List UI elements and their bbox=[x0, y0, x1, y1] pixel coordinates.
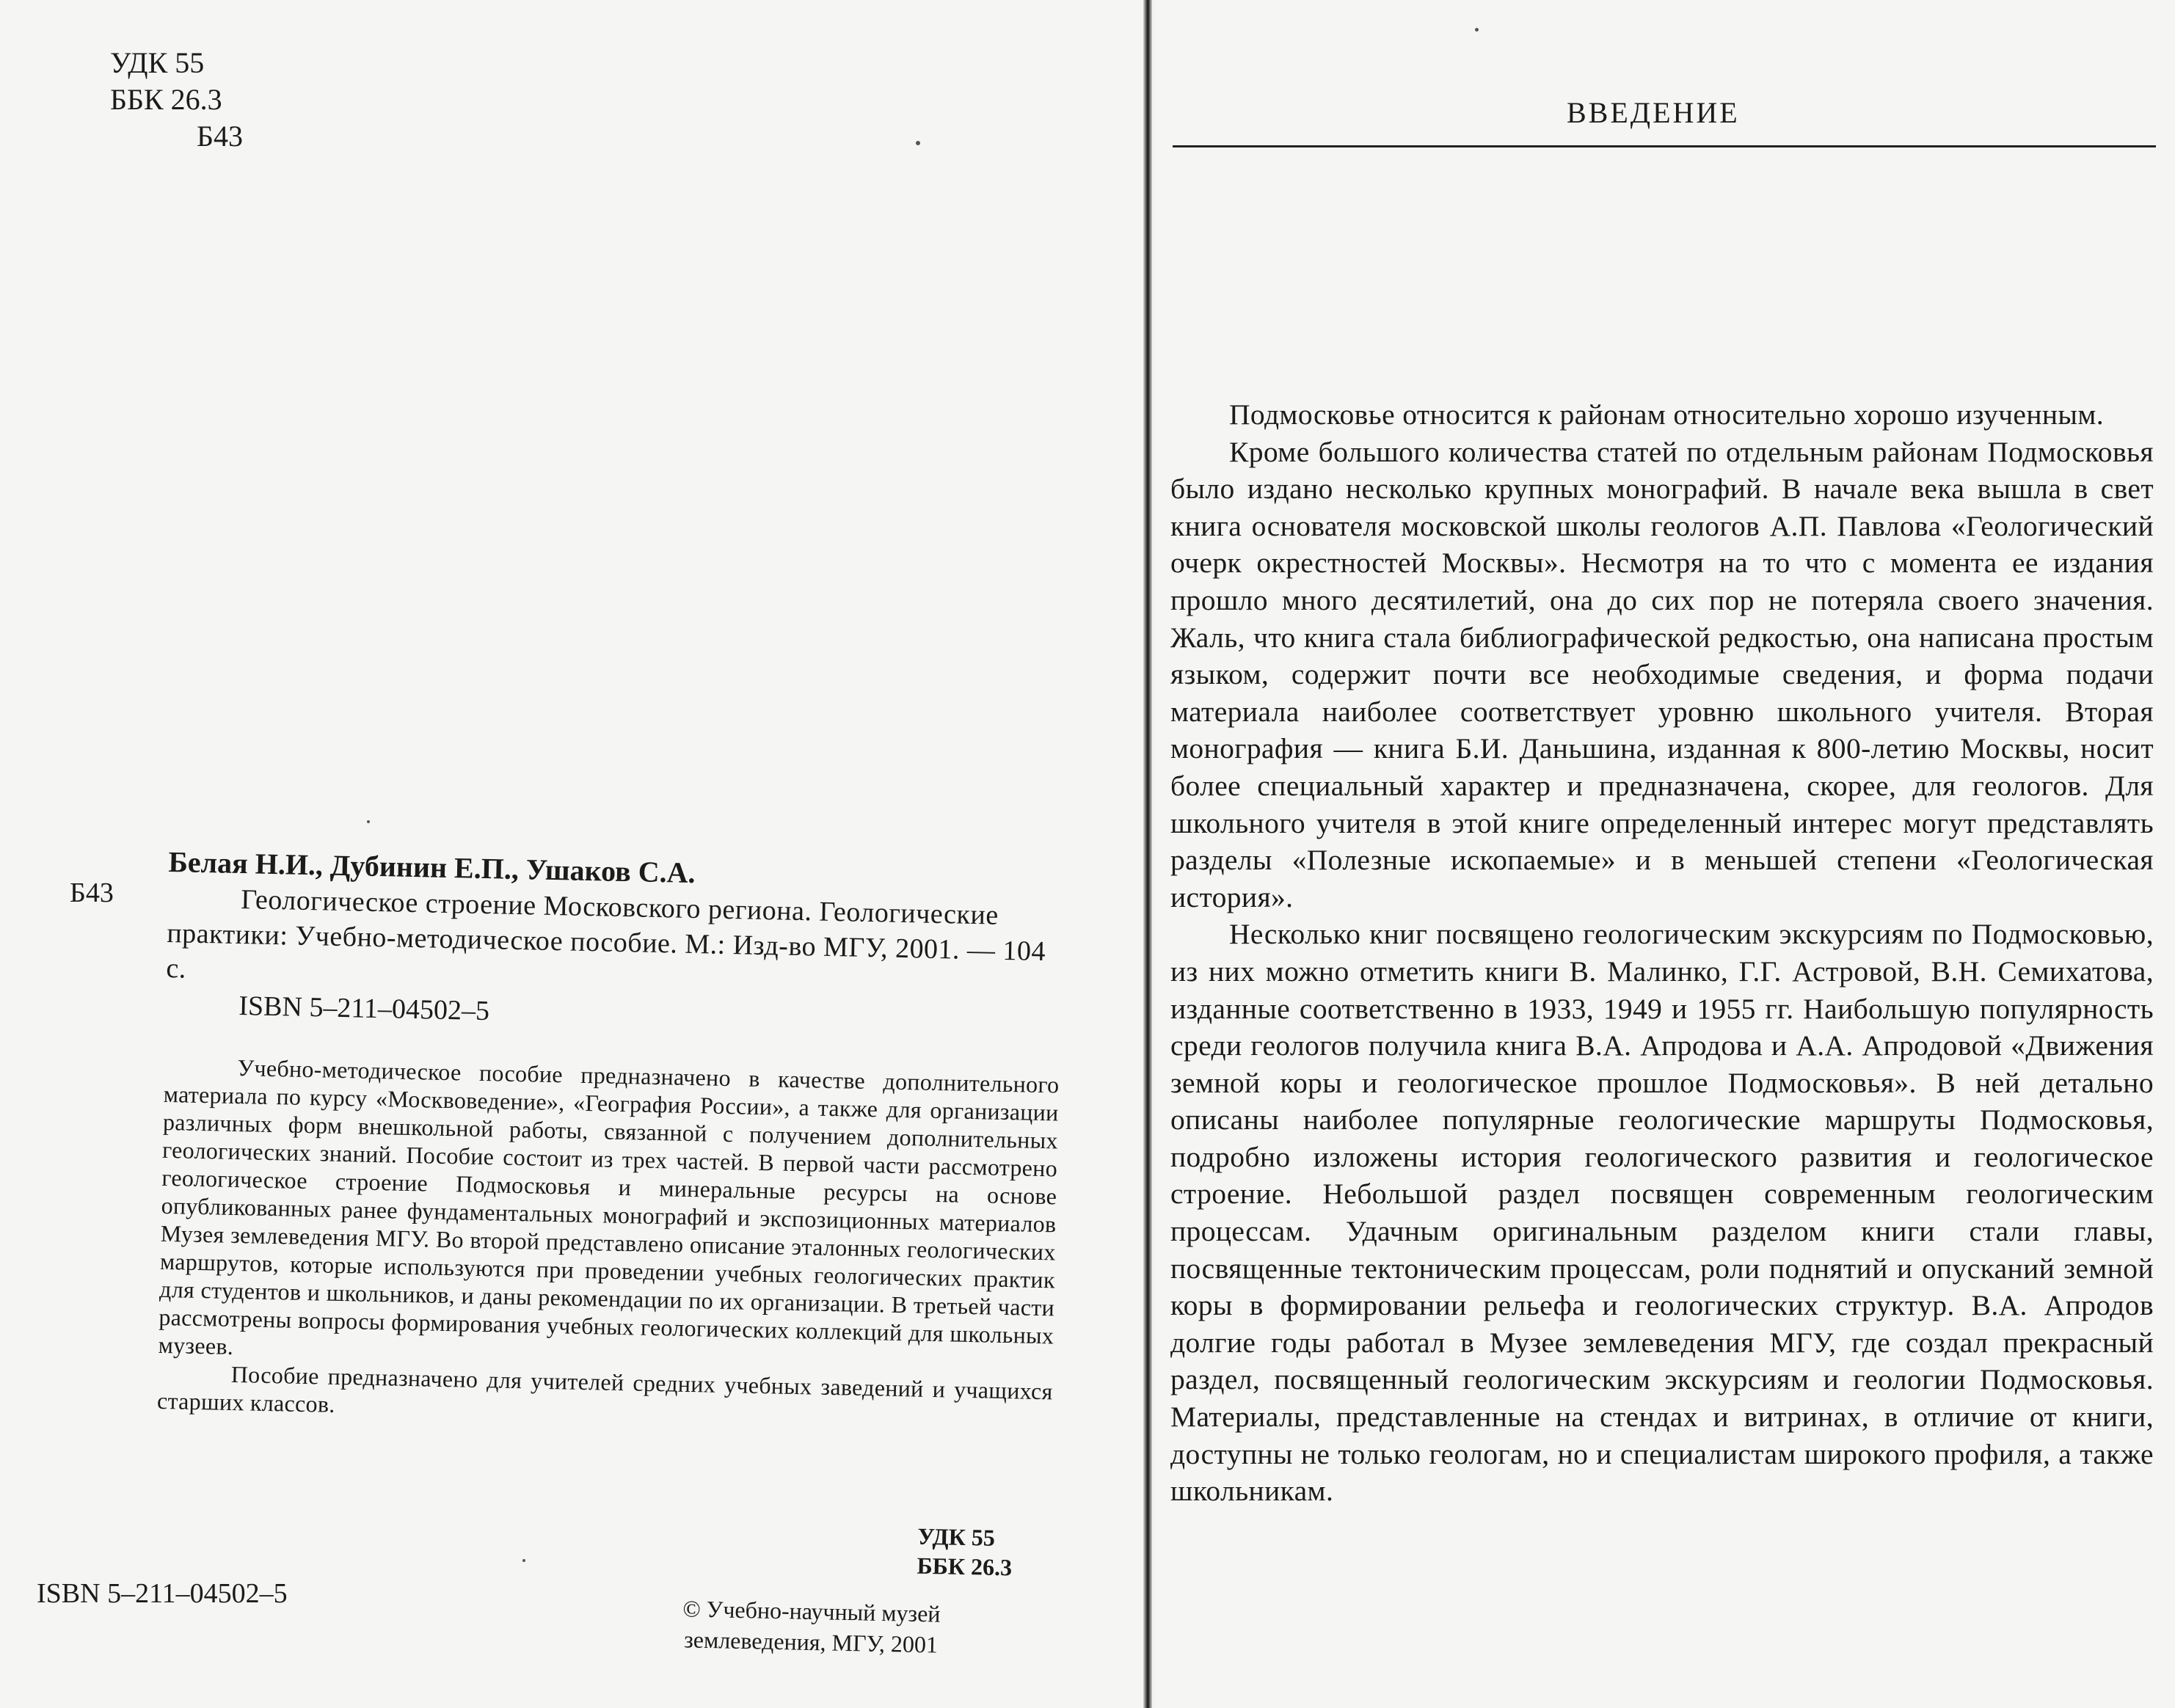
footer-udk: УДК 55 bbox=[917, 1522, 996, 1551]
body-paragraph: Несколько книг посвящено геологическим экскурсиям по Подмосковью, из них можно отметить книги В. Малинко, Г.Г. Астровой, В.Н. Семихатова, изданные соответственно в 1933, 1949 и 1955 гг. Наибольшую популярность среди геологов получила книга В.А. Апродова и А.А. Апродовой «Движения земной коры и геологическое прошлое Подмосковья». В ней детально описаны наиболее популярные геологические маршруты Подмосковья, подробно изложены история геологического развития и геологическое строение. Небольшой раздел посвящен современным геологическим процессам. Удачным оригинальным разделом книги стали главы, посвященные тектоническим процессам, роли поднятий и опусканий земной коры в формировании рельефа и геологических структур. В.А. Апродов долгие годы работал в Музее землеведения МГУ, где создал прекрасный раздел, посвященный геологическим экскурсиям и геологии Подмосковья. Материалы, представленные на стендах и витринах, в отличие от книги, доступны не только геологам, но и специалистам широкого профиля, а также школьникам. bbox=[1170, 918, 2154, 1508]
authors: Белая Н.И., Дубинин Е.П., Ушаков С.А. bbox=[168, 844, 696, 890]
bibliographic-record bbox=[157, 844, 1064, 1433]
footer-codes bbox=[917, 1522, 1013, 1583]
copyright-line: © Учебно-научный музей bbox=[682, 1595, 941, 1627]
author-mark: Б43 bbox=[197, 120, 243, 153]
print-speck bbox=[916, 141, 920, 145]
print-speck bbox=[367, 820, 370, 823]
copyright bbox=[682, 1593, 941, 1660]
print-speck bbox=[522, 1559, 525, 1562]
margin-author-mark: Б43 bbox=[70, 877, 114, 908]
title-rule bbox=[1173, 145, 2156, 147]
udk-code: УДК 55 bbox=[110, 46, 205, 79]
book-title-description: Геологическое строение Московского региона. Геологические практики: Учебно-методическое пособие. М.: Изд-во МГУ, 2001. — 104 с. bbox=[166, 884, 1046, 985]
copyright-line: землеведения, МГУ, 2001 bbox=[683, 1626, 939, 1658]
body-paragraph: Кроме большого количества статей по отдельным районам Подмосковья было издано несколько крупных монографий. В начале века вышла в свет книга основателя московской школы геологов А.П. Павлова «Геологический очерк окрестностей Москвы». Несмотря на то что с момента ее издания прошло много десятилетий, она до сих пор не потеряла своего значения. Жаль, что книга стала библиографической редкостью, она написана простым языком, содержит почти все необходимые сведения, и форма подачи материала наиболее соответствует уровню школьного учителя. Вторая монография — книга Б.И. Даньшина, изданная к 800-летию Москвы, носит более специальный характер и предназначена, скорее, для геологов. Для школьного учителя в этой книге определенный интерес могут представлять разделы «Полезные ископаемые» и в меньшей степени «Геологическая история». bbox=[1170, 435, 2154, 913]
introduction-text bbox=[1170, 396, 2154, 1510]
abstract-paragraph: Пособие предназначено для учителей средних учебных заведений и учащихся старших классов. bbox=[156, 1360, 1054, 1417]
book-spine bbox=[1143, 0, 1152, 1708]
footer-bbk: ББК 26.3 bbox=[917, 1552, 1013, 1581]
isbn-record: ISBN 5–211–04502–5 bbox=[238, 990, 490, 1027]
print-speck bbox=[1475, 28, 1479, 32]
isbn-footer: ISBN 5–211–04502–5 bbox=[37, 1578, 288, 1609]
abstract bbox=[157, 1052, 1060, 1433]
section-title: ВВЕДЕНИЕ bbox=[1567, 96, 1740, 129]
abstract-paragraph: Учебно-методическое пособие предназначено в качестве дополнительного материала по курсу «Москвоведение», «География России», а также для организации различных форм внешкольной работы, связанной с получением дополнительных геологических знаний. Пособие состоит из трех частей. В первой части рассмотрено геологическое строение Подмосковья и минеральные ресурсы на основе опубликованных ранее фундаментальных монографий и экспозиционных материалов Музея землеведения МГУ. Во второй представлено описание эталонных геологических маршрутов, которые используются при проведении учебных геологических практик для студентов и школьников, и даны рекомендации по их организации. В третьей части рассмотрены вопросы формирования учебных геологических коллекций для школьных музеев. bbox=[158, 1054, 1060, 1360]
bbk-code: ББК 26.3 bbox=[110, 83, 222, 116]
body-paragraph: Подмосковье относится к районам относительно хорошо изученным. bbox=[1229, 398, 2105, 431]
